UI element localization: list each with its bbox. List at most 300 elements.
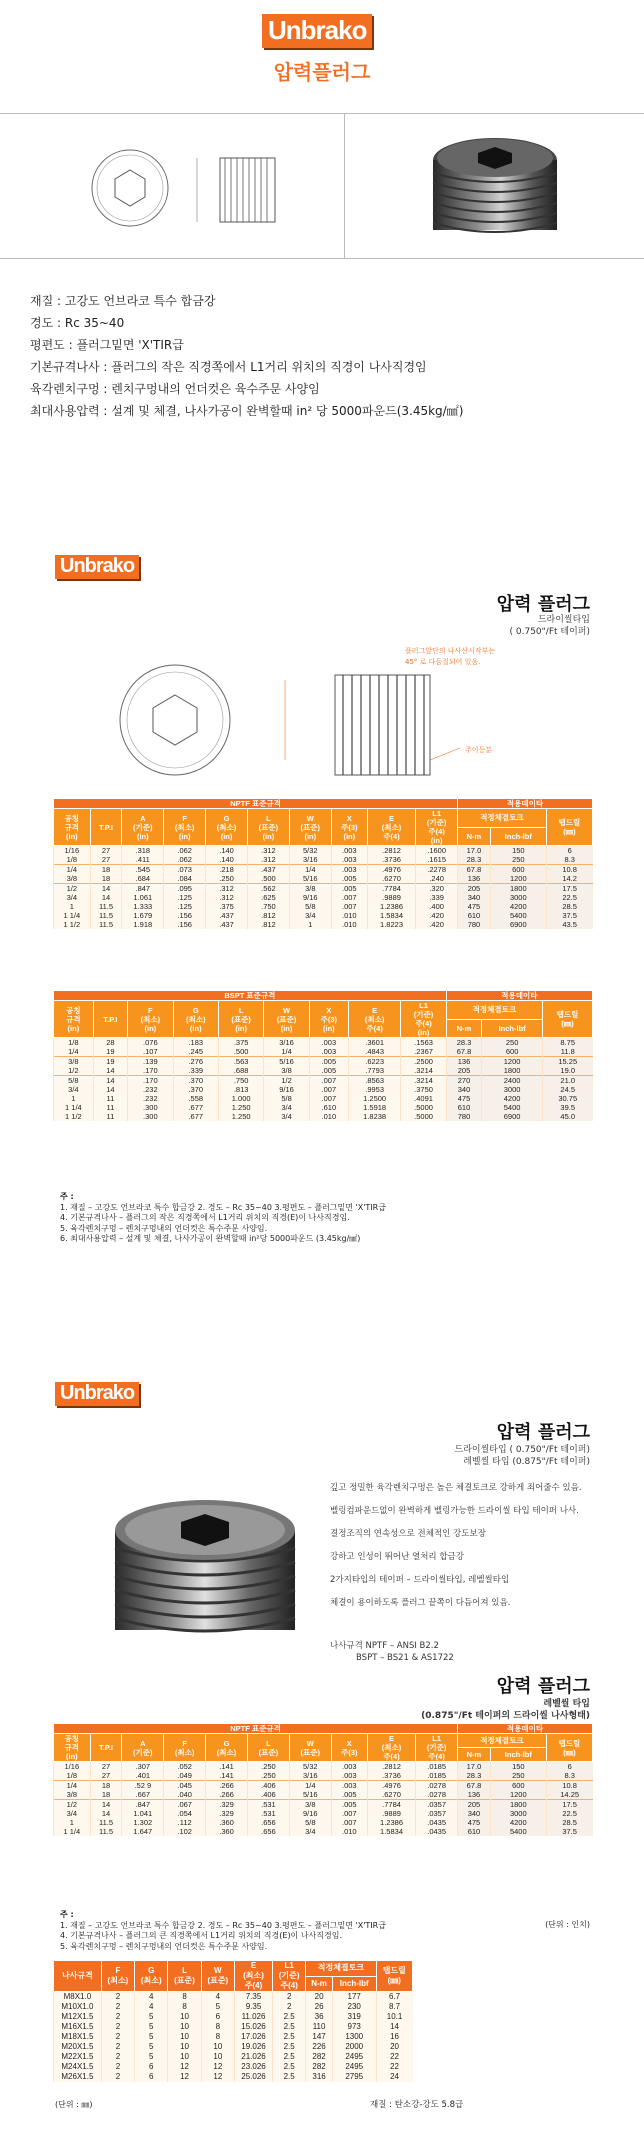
table-cell: .250 xyxy=(206,874,248,884)
table-cell: 610 xyxy=(446,1103,482,1112)
table-cell: 4 xyxy=(201,1992,234,2003)
table-cell: 5 xyxy=(135,2042,168,2052)
table-cell: .062 xyxy=(164,846,206,856)
table-cell: 19 xyxy=(93,1047,127,1057)
table-cell: .9953 xyxy=(348,1085,400,1094)
table-cell: 18 xyxy=(90,1790,122,1800)
table-cell: 15.25 xyxy=(542,1057,592,1067)
table-cell: .139 xyxy=(128,1057,173,1067)
table-group-header: 적용데이타 xyxy=(446,991,592,1001)
table-cell: .750 xyxy=(218,1076,263,1086)
table-cell: .3736 xyxy=(367,855,415,865)
table-cell: .2500 xyxy=(401,1057,446,1067)
table-cell: .005 xyxy=(309,1057,348,1067)
table-cell: .813 xyxy=(218,1085,263,1094)
table-cell: 2.5 xyxy=(273,2012,306,2022)
table-cell: .500 xyxy=(247,874,289,884)
table-cell: M18X1.5 xyxy=(54,2032,102,2042)
table-cell: 147 xyxy=(306,2032,333,2042)
divider xyxy=(0,113,644,114)
table-row xyxy=(54,1066,593,1076)
table-cell: .141 xyxy=(206,1771,248,1781)
table-header: G (최소) (in) xyxy=(206,809,248,846)
table-cell: 11.5 xyxy=(90,1827,122,1836)
table-cell: 11.026 xyxy=(234,2012,272,2022)
table-cell: 270 xyxy=(446,1076,482,1086)
table-cell: .003 xyxy=(331,1781,367,1791)
table-cell: 2495 xyxy=(332,2062,376,2072)
section-subtitle: (0.875"/Ft 테이퍼의 드라이씰 나사형태) xyxy=(421,1711,590,1721)
table-header: Inch-lbf xyxy=(490,827,546,846)
table-cell: .420 xyxy=(416,920,458,929)
table-header: G (최소) (in) xyxy=(173,1001,218,1038)
table-cell: 12 xyxy=(168,2072,201,2082)
table-cell: 3/16 xyxy=(289,855,331,865)
table-cell: 37.5 xyxy=(546,1827,592,1836)
table-cell: 14.25 xyxy=(546,1790,592,1800)
table-group-header: NPTF 표준규격 xyxy=(54,799,458,809)
table-cell: .0357 xyxy=(416,1809,458,1818)
table-cell: 1.250 xyxy=(218,1103,263,1112)
table-cell: .007 xyxy=(309,1085,348,1094)
table-cell: 340 xyxy=(458,893,491,902)
table-row xyxy=(54,884,593,894)
brand-logo: Unbrako xyxy=(55,1382,139,1406)
table-cell: .218 xyxy=(206,865,248,875)
table-cell: 1/2 xyxy=(54,1800,91,1810)
table-cell: .170 xyxy=(128,1076,173,1086)
table-cell: 136 xyxy=(458,874,491,884)
table-cell: .300 xyxy=(128,1112,173,1121)
table-cell: 14.2 xyxy=(546,874,592,884)
table-cell: .6270 xyxy=(367,874,415,884)
table-cell: .266 xyxy=(206,1790,248,1800)
table-cell: 3/8 xyxy=(54,1057,94,1067)
table-cell: .318 xyxy=(122,846,164,856)
table-header: 공칭 규격 (in) xyxy=(54,1001,94,1038)
table-header: L1 (기준) 주(4) xyxy=(416,1734,458,1762)
table-cell: 226 xyxy=(306,2042,333,2052)
table-cell: .300 xyxy=(128,1103,173,1112)
table-header: Inch-lbf xyxy=(490,1748,546,1762)
table-cell: .052 xyxy=(164,1762,206,1772)
table-cell: .7784 xyxy=(367,884,415,894)
table-cell: 1 xyxy=(289,920,331,929)
spec-item: 기본규격나사 : 플러그의 작은 직경쪽에서 L1거리 위치의 직경이 나사직경임 xyxy=(30,360,427,374)
table-cell: .232 xyxy=(128,1094,173,1103)
table-cell: 10 xyxy=(201,2042,234,2052)
table-cell: .007 xyxy=(331,1818,367,1827)
table-cell: 5/32 xyxy=(289,846,331,856)
table-cell: 6 xyxy=(546,846,592,856)
table-header: N-m xyxy=(458,1748,491,1762)
table-cell: 8 xyxy=(201,2022,234,2032)
table-cell: .360 xyxy=(206,1818,248,1827)
brand-logo: Unbrako xyxy=(55,555,139,579)
table-row xyxy=(54,902,593,911)
table-cell: 2 xyxy=(101,1992,134,2003)
table-cell: 1800 xyxy=(490,1800,546,1810)
table-cell: 1.5834 xyxy=(367,911,415,920)
table-row xyxy=(54,1818,593,1827)
table-cell: .170 xyxy=(128,1066,173,1076)
table-cell: 8.3 xyxy=(546,1771,592,1781)
table-header: E (최소) 주(4) xyxy=(234,1961,272,1992)
table-cell: 10 xyxy=(168,2022,201,2032)
table-cell: 136 xyxy=(446,1057,482,1067)
drawing-note: 플러그앞단의 나사산시작부는 45° 로 다듬질되어 있음. xyxy=(405,647,496,666)
table-cell: .406 xyxy=(247,1781,289,1791)
table-cell: .562 xyxy=(247,884,289,894)
table-header: G (최소) xyxy=(206,1734,248,1762)
table-cell: 11.8 xyxy=(542,1047,592,1057)
table-cell: 11 xyxy=(93,1112,127,1121)
table-cell: .667 xyxy=(122,1790,164,1800)
table-cell: 205 xyxy=(458,1800,491,1810)
table-cell: 10 xyxy=(168,2042,201,2052)
table-cell: .005 xyxy=(331,1800,367,1810)
table-cell: .003 xyxy=(331,846,367,856)
table-cell: 14 xyxy=(90,893,122,902)
table-cell: .1615 xyxy=(416,855,458,865)
table-cell: 18 xyxy=(90,874,122,884)
table-cell: 1.2386 xyxy=(367,902,415,911)
table-cell: 45.0 xyxy=(542,1112,592,1121)
table-cell: 28.5 xyxy=(546,1818,592,1827)
table-cell: 28.3 xyxy=(458,1771,491,1781)
table-cell: 17.5 xyxy=(546,884,592,894)
table-cell: .125 xyxy=(164,893,206,902)
table-cell: 11 xyxy=(93,1094,127,1103)
table-header: T.P.I xyxy=(93,1001,127,1038)
table-header: 공칭 규격 (in) xyxy=(54,1734,91,1762)
table-cell: .245 xyxy=(173,1047,218,1057)
table-cell: 6 xyxy=(546,1762,592,1772)
table-row xyxy=(54,1076,593,1086)
table-cell: 3000 xyxy=(490,893,546,902)
table-row xyxy=(54,1103,593,1112)
table-header: E (최소) 주(4) xyxy=(367,809,415,846)
table-cell: 1/2 xyxy=(54,1066,94,1076)
table-cell: 316 xyxy=(306,2072,333,2082)
table-cell: .847 xyxy=(122,884,164,894)
table-cell: 780 xyxy=(458,920,491,929)
table-cell: 2 xyxy=(101,2072,134,2082)
table-cell: .232 xyxy=(128,1085,173,1094)
notes: 주 : 1. 재질 – 고강도 언브라코 특수 합금강 2. 경도 – Rc 35~40 3.평편도 – 플러그밑면 'X'TIR급 4. 기본규격나사 – 플러그의 작은 직경쪽에서 L1거리 위치의 직경(E)이 나사직경임. 5. 육각렌치구멍 – 렌치구멍내의 언더컷은 특수주문 사양임. 6. 최대사용압력 – 설계 및 체결, 나사가공이 완벽할때 in²당 5000파운드 (3.45kg/㎟) xyxy=(60,1192,386,1243)
table-cell: 12 xyxy=(201,2062,234,2072)
table-cell: 20 xyxy=(376,2042,412,2052)
table-header: 공칭 규격 (in) xyxy=(54,809,91,846)
table-cell: 110 xyxy=(306,2022,333,2032)
table-cell: 39.5 xyxy=(542,1103,592,1112)
table-cell: 10 xyxy=(201,2052,234,2062)
table-cell: 5/16 xyxy=(289,1790,331,1800)
table-cell: 1200 xyxy=(490,874,546,884)
table-cell: .067 xyxy=(164,1800,206,1810)
section-subtitle: 레벨씰 타입 xyxy=(543,1699,590,1709)
table-row xyxy=(54,1827,593,1836)
table-cell: 282 xyxy=(306,2052,333,2062)
section-title: 압력 플러그 xyxy=(496,1422,590,1443)
table-cell: 1 xyxy=(54,1818,91,1827)
table-cell: 15.026 xyxy=(234,2022,272,2032)
table-cell: .437 xyxy=(206,920,248,929)
table-cell: 3/16 xyxy=(289,1771,331,1781)
table-cell: 3/4 xyxy=(289,1827,331,1836)
table-cell: .656 xyxy=(247,1827,289,1836)
table-cell: .7784 xyxy=(367,1800,415,1810)
table-row xyxy=(54,1992,413,2003)
table-header: L (표준) xyxy=(247,1734,289,1762)
section-subtitle: 드라이씰타입 xyxy=(537,615,590,625)
table-header: 탭드릴 (㎜) xyxy=(376,1961,412,1992)
table-cell: 14 xyxy=(93,1066,127,1076)
table-cell: 19.0 xyxy=(542,1066,592,1076)
table-cell: 22 xyxy=(376,2052,412,2062)
table-cell: 28.3 xyxy=(446,1038,482,1048)
table-cell: .2812 xyxy=(367,846,415,856)
table-row xyxy=(54,2042,413,2052)
table-cell: 610 xyxy=(458,911,491,920)
table-cell: .312 xyxy=(247,846,289,856)
table-cell: 1.000 xyxy=(218,1094,263,1103)
table-header: W (표준) xyxy=(289,1734,331,1762)
table-cell: 1/8 xyxy=(54,1771,91,1781)
plug-photo xyxy=(105,1490,305,1650)
table-cell: .6270 xyxy=(367,1790,415,1800)
table-cell: .003 xyxy=(331,1771,367,1781)
table-cell: 4200 xyxy=(490,1818,546,1827)
table-row xyxy=(54,1047,593,1057)
table-cell: 10.8 xyxy=(546,865,592,875)
table-cell: .329 xyxy=(206,1809,248,1818)
table-cell: 3/4 xyxy=(54,893,91,902)
table-cell: 19.026 xyxy=(234,2042,272,2052)
feature-item: 벨링컴파운드없이 완벽하게 벨링가능한 드라이씰 타입 테이퍼 나사. xyxy=(330,1506,579,1516)
section-title: 압력 플러그 xyxy=(496,1676,590,1697)
table-cell: 230 xyxy=(332,2002,376,2012)
table-header: 적정체결토크 xyxy=(446,1001,542,1020)
table-cell: 1/4 xyxy=(264,1047,309,1057)
spec-item: 최대사용압력 : 설계 및 체결, 나사가공이 완벽할때 in² 당 5000파운드(3.45kg/㎟) xyxy=(30,404,464,418)
table-cell: 282 xyxy=(306,2062,333,2072)
table-cell: 14 xyxy=(93,1085,127,1094)
table-cell: .3736 xyxy=(367,1771,415,1781)
table-cell: 1 xyxy=(54,902,91,911)
table-cell: 6.7 xyxy=(376,1992,412,2003)
table-cell: 5400 xyxy=(490,911,546,920)
table-cell: M22X1.5 xyxy=(54,2052,102,2062)
table-cell: 1200 xyxy=(490,1790,546,1800)
table-cell: 14 xyxy=(376,2022,412,2032)
table-header: L1 (기준) 주(4) (in) xyxy=(416,809,458,846)
table-cell: .370 xyxy=(173,1076,218,1086)
table-cell: 9/16 xyxy=(289,893,331,902)
table-header: L1 (기준) 주(4) (in) xyxy=(401,1001,446,1038)
table-cell: .250 xyxy=(247,1762,289,1772)
table-cell: 150 xyxy=(490,1762,546,1772)
table-cell: 27 xyxy=(90,846,122,856)
feature-item: 결정조직의 연속성으로 전체적인 강도보장 xyxy=(330,1529,486,1539)
table-cell: .0435 xyxy=(416,1818,458,1827)
table-cell: 2 xyxy=(273,1992,306,2003)
table-cell: 6 xyxy=(135,2072,168,2082)
table-cell: 250 xyxy=(490,855,546,865)
table-cell: .3214 xyxy=(401,1076,446,1086)
material-label: 재질 : 탄소강-강도 5.8급 xyxy=(370,2100,464,2110)
table-cell: 1.302 xyxy=(122,1818,164,1827)
table-row xyxy=(54,2032,413,2042)
table-cell: 10 xyxy=(168,2012,201,2022)
table-cell: 27 xyxy=(90,855,122,865)
table-cell: .007 xyxy=(331,1809,367,1818)
table-cell: .437 xyxy=(247,865,289,875)
table-row xyxy=(54,1790,593,1800)
table-cell: .531 xyxy=(247,1800,289,1810)
table-cell: 3/4 xyxy=(54,1085,94,1094)
table-cell: .003 xyxy=(309,1038,348,1048)
table-cell: .7793 xyxy=(348,1066,400,1076)
table-group-header: 적용데이타 xyxy=(458,1724,593,1734)
table-cell: .677 xyxy=(173,1103,218,1112)
table-cell: 610 xyxy=(458,1827,491,1836)
table-header: L (표준) (in) xyxy=(218,1001,263,1038)
table-cell: 1/4 xyxy=(289,1781,331,1791)
table-cell: .4976 xyxy=(367,1781,415,1791)
table-cell: 18 xyxy=(90,865,122,875)
table-cell: 177 xyxy=(332,1992,376,2003)
table-cell: 1.5918 xyxy=(348,1103,400,1112)
table-cell: 2 xyxy=(101,2012,134,2022)
table-cell: 7.35 xyxy=(234,1992,272,2003)
notes: 주 : 1. 재질 – 고강도 언브라코 특수 합금강 2. 경도 – Rc 35~40 3.평편도 – 플러그밑면 'X'TIR급 4. 기본규격나사 – 플러그의 큰 직경쪽에서 L1거리 위치의 직경(E)이 나사직경임. 5. 육각렌치구멍 – 렌치구멍내의 언더컷은 특수주문 사양임. xyxy=(60,1910,386,1951)
table-row xyxy=(54,2062,413,2072)
table-cell: .307 xyxy=(122,1762,164,1772)
table-cell: 1.061 xyxy=(122,893,164,902)
table-header: 탭드릴 (㎜) xyxy=(546,1734,592,1762)
table-cell: 3/8 xyxy=(54,874,91,884)
table-cell: 250 xyxy=(482,1038,543,1048)
table-cell: 21.026 xyxy=(234,2052,272,2062)
table-cell: .329 xyxy=(206,1800,248,1810)
table-row xyxy=(54,1762,593,1772)
table-cell: 37.5 xyxy=(546,911,592,920)
table-cell: 1.5834 xyxy=(367,1827,415,1836)
table-cell: 5 xyxy=(135,2032,168,2042)
table-cell: .3750 xyxy=(401,1085,446,1094)
table-cell: .370 xyxy=(173,1085,218,1094)
table-cell: 24.5 xyxy=(542,1085,592,1094)
feature-item: 강하고 인성이 뛰어난 열처리 합금강 xyxy=(330,1552,464,1562)
nptf-spec-table xyxy=(53,1723,593,1836)
table-row xyxy=(54,2052,413,2062)
table-cell: .084 xyxy=(164,874,206,884)
table-cell: .003 xyxy=(331,865,367,875)
table-cell: .4976 xyxy=(367,865,415,875)
table-cell: .156 xyxy=(164,920,206,929)
table-header: L1 (기준) 주(4) xyxy=(273,1961,306,1992)
table-header: F (최소) xyxy=(101,1961,134,1992)
table-cell: .0278 xyxy=(416,1781,458,1791)
table-header: L (표준) xyxy=(168,1961,201,1992)
table-cell: .610 xyxy=(309,1103,348,1112)
table-cell: 340 xyxy=(458,1809,491,1818)
table-cell: .750 xyxy=(247,902,289,911)
table-cell: 1 1/4 xyxy=(54,911,91,920)
table-header: E (최소) 주(4) xyxy=(367,1734,415,1762)
table-cell: 17.026 xyxy=(234,2032,272,2042)
table-header: X 주(3) xyxy=(331,1734,367,1762)
table-cell: .003 xyxy=(331,1762,367,1772)
table-header: N-m xyxy=(458,827,491,846)
table-cell: .563 xyxy=(218,1057,263,1067)
table-cell: 4 xyxy=(135,2002,168,2012)
table-cell: 1.679 xyxy=(122,911,164,920)
table-cell: .183 xyxy=(173,1038,218,1048)
table-cell: 8 xyxy=(201,2032,234,2042)
table-cell: 1 1/2 xyxy=(54,1112,94,1121)
table-cell: 205 xyxy=(446,1066,482,1076)
drawing-note: 주이등분 xyxy=(465,746,493,754)
table-cell: 1/8 xyxy=(54,1038,94,1048)
table-cell: 12 xyxy=(201,2072,234,2082)
table-row xyxy=(54,920,593,929)
table-cell: 1.8223 xyxy=(367,920,415,929)
table-cell: .005 xyxy=(331,874,367,884)
table-cell: .401 xyxy=(122,1771,164,1781)
table-group-header: BSPT 표준규격 xyxy=(54,991,447,1001)
table-cell: M20X1.5 xyxy=(54,2042,102,2052)
table-cell: 1.647 xyxy=(122,1827,164,1836)
table-cell: .107 xyxy=(128,1047,173,1057)
table-cell: 8.7 xyxy=(376,2002,412,2012)
table-cell: 319 xyxy=(332,2012,376,2022)
bspt-spec-table xyxy=(53,990,593,1121)
table-cell: .411 xyxy=(122,855,164,865)
divider xyxy=(344,113,345,258)
table-row xyxy=(54,2072,413,2082)
table-cell: 4200 xyxy=(482,1094,543,1103)
table-cell: 11 xyxy=(93,1103,127,1112)
table-cell: 3/4 xyxy=(54,1809,91,1818)
table-header: W (표준) (in) xyxy=(264,1001,309,1038)
table-cell: 1/2 xyxy=(54,884,91,894)
unit-label: (단위 : 인치) xyxy=(545,1920,590,1929)
thread-standards: 나사규격 NPTF – ANSI B2.2 BSPT – BS21 & AS1722 xyxy=(330,1641,454,1663)
table-cell: 1 1/4 xyxy=(54,1103,94,1112)
table-cell: 150 xyxy=(490,846,546,856)
table-cell: .140 xyxy=(206,855,248,865)
table-cell: 22.5 xyxy=(546,893,592,902)
table-group-header: 적용데이타 xyxy=(458,799,593,809)
table-cell: 11.5 xyxy=(90,911,122,920)
table-cell: 5/8 xyxy=(289,902,331,911)
table-header: A (기준) (in) xyxy=(122,809,164,846)
table-header: X 주(3) (in) xyxy=(331,809,367,846)
table-cell: 1.2500 xyxy=(348,1094,400,1103)
table-cell: 11.5 xyxy=(90,902,122,911)
table-row xyxy=(54,1781,593,1791)
table-cell: 1/4 xyxy=(54,1047,94,1057)
table-cell: 43.5 xyxy=(546,920,592,929)
table-cell: .010 xyxy=(309,1112,348,1121)
spec-item: 평편도 : 플러그밑면 'X'TIR급 xyxy=(30,338,184,352)
table-header: T.P.I xyxy=(90,1734,122,1762)
table-cell: .003 xyxy=(309,1047,348,1057)
table-header: N-m xyxy=(306,1976,333,1992)
table-row xyxy=(54,874,593,884)
